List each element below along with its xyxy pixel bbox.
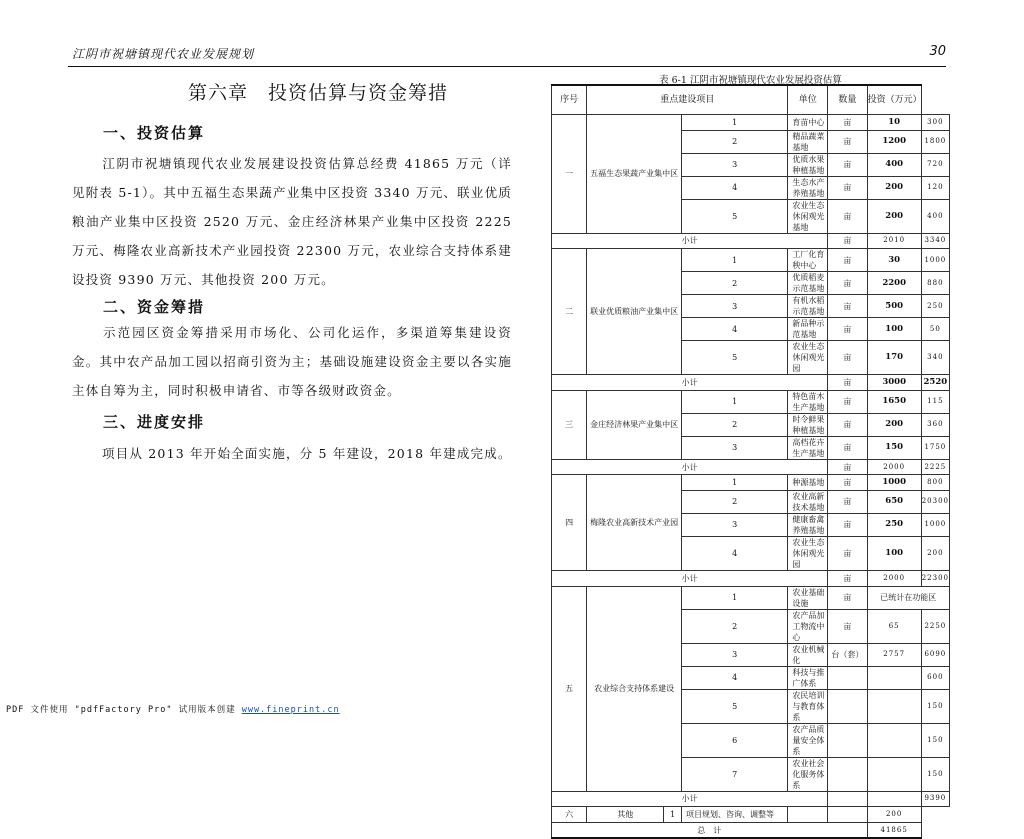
row-investment: 1000 xyxy=(921,249,949,272)
table-row xyxy=(552,249,950,272)
row-number: 1 xyxy=(682,115,788,131)
row-number: 2 xyxy=(682,272,788,295)
row-unit: 亩 xyxy=(828,115,867,131)
row-investment: 360 xyxy=(921,413,949,436)
footer-link[interactable]: www.fineprint.cn xyxy=(241,705,340,715)
row-number: 1 xyxy=(682,390,788,413)
row-investment: 720 xyxy=(921,153,949,176)
header-rule xyxy=(68,66,946,67)
row-investment: 880 xyxy=(921,272,949,295)
group-name: 五福生态果蔬产业集中区 xyxy=(587,115,682,234)
subtotal-unit: 亩 xyxy=(828,459,867,475)
row-project-name: 农业生态休闲观光园 xyxy=(788,341,828,375)
subtotal-investment: 9390 xyxy=(921,791,949,807)
section-text-schedule: 项目从 2013 年开始全面实施，分 5 年建设，2018 年建成完成。 xyxy=(102,446,512,461)
row-project-name: 农产品质量安全体系 xyxy=(788,723,828,757)
subtotal-label: 小计 xyxy=(552,459,828,475)
row-unit: 亩 xyxy=(828,295,867,318)
section-heading-schedule: 三、进度安排 xyxy=(103,413,206,431)
row-unit: 亩 xyxy=(828,199,867,233)
row-number: 2 xyxy=(682,490,788,513)
row-unit: 亩 xyxy=(828,130,867,153)
row-quantity: 650 xyxy=(867,490,921,513)
row-unit xyxy=(828,723,867,757)
row-project-name: 生态水产养殖基地 xyxy=(788,176,828,199)
row-investment: 800 xyxy=(921,475,949,491)
other-unit xyxy=(788,807,828,823)
subtotal-quantity xyxy=(867,791,921,807)
row-investment: 50 xyxy=(921,318,949,341)
row-investment: 250 xyxy=(921,295,949,318)
row-number: 4 xyxy=(682,318,788,341)
row-quantity xyxy=(867,689,921,723)
row-project-name: 农业机械化 xyxy=(788,643,828,666)
row-unit xyxy=(828,689,867,723)
row-number: 3 xyxy=(682,436,788,459)
table-row xyxy=(552,390,950,413)
row-number: 1 xyxy=(682,586,788,609)
row-unit: 亩 xyxy=(828,536,867,570)
row-project-name: 农民培训与教育体系 xyxy=(788,689,828,723)
row-quantity: 250 xyxy=(867,513,921,536)
row-unit: 亩 xyxy=(828,586,867,609)
section-text-funding: 示范园区资金筹措采用市场化、公司化运作，多渠道筹集建设资金。其中农产品加工园以招商引资为主；基础设施建设资金主要以各实施主体自筹为主，同时积极申请省、市等各级财政资金。 xyxy=(72,325,512,398)
table-caption: 表 6-1 江阴市祝塘镇现代农业发展投资估算 xyxy=(659,75,842,86)
pdf-footer: PDF 文件使用 "pdfFactory Pro" 试用版本创建 www.fineprint.cn xyxy=(6,705,340,715)
row-investment: 150 xyxy=(921,723,949,757)
row-project-name: 时令鲜果种植基地 xyxy=(788,413,828,436)
row-project-name: 高档花卉生产基地 xyxy=(788,436,828,459)
row-number: 3 xyxy=(682,295,788,318)
row-unit: 亩 xyxy=(828,413,867,436)
other-investment: 200 xyxy=(867,807,921,823)
row-unit: 台（套） xyxy=(828,643,867,666)
row-project-name: 有机水稻示范基地 xyxy=(788,295,828,318)
row-investment: 6090 xyxy=(921,643,949,666)
row-investment: 150 xyxy=(921,757,949,791)
row-unit: 亩 xyxy=(828,490,867,513)
subtotal-quantity: 2000 xyxy=(867,459,921,475)
row-number: 1 xyxy=(682,249,788,272)
row-quantity: 200 xyxy=(867,176,921,199)
row-investment: 1000 xyxy=(921,513,949,536)
row-quantity xyxy=(867,757,921,791)
table-row xyxy=(552,475,950,491)
row-quantity: 2757 xyxy=(867,643,921,666)
row-quantity: 200 xyxy=(867,413,921,436)
row-number: 7 xyxy=(682,757,788,791)
row-number: 5 xyxy=(682,199,788,233)
group-seq: 一 xyxy=(552,115,587,234)
subtotal-label: 小计 xyxy=(552,570,828,586)
row-quantity: 30 xyxy=(867,249,921,272)
row-project-name: 精品蔬菜基地 xyxy=(788,130,828,153)
row-quantity: 2200 xyxy=(867,272,921,295)
header-unit: 单位 xyxy=(788,85,828,115)
subtotal-quantity: 2000 xyxy=(867,570,921,586)
row-number: 6 xyxy=(682,723,788,757)
row-unit: 亩 xyxy=(828,249,867,272)
row-investment: 120 xyxy=(921,176,949,199)
row-project-name: 种源基地 xyxy=(788,475,828,491)
row-investment: 1750 xyxy=(921,436,949,459)
subtotal-row xyxy=(552,233,950,249)
group-seq: 五 xyxy=(552,586,587,791)
row-project-name: 健康畜禽养殖基地 xyxy=(788,513,828,536)
row-number: 4 xyxy=(682,666,788,689)
row-project-name: 农业高新技术基地 xyxy=(788,490,828,513)
row-number: 3 xyxy=(682,153,788,176)
row-number: 2 xyxy=(682,130,788,153)
header-item: 重点建设项目 xyxy=(587,85,788,115)
subtotal-unit: 亩 xyxy=(828,375,867,391)
row-number: 3 xyxy=(682,513,788,536)
row-investment: 1800 xyxy=(921,130,949,153)
subtotal-row xyxy=(552,375,950,391)
row-project-name: 农产品加工物流中心 xyxy=(788,609,828,643)
row-quantity: 1200 xyxy=(867,130,921,153)
subtotal-row xyxy=(552,791,950,807)
row-project-name: 新品种示范基地 xyxy=(788,318,828,341)
total-investment: 41865 xyxy=(867,822,921,838)
row-unit: 亩 xyxy=(828,513,867,536)
subtotal-quantity: 2010 xyxy=(867,233,921,249)
table-header-row xyxy=(552,85,950,115)
row-quantity: 150 xyxy=(867,436,921,459)
row-quantity: 1000 xyxy=(867,475,921,491)
row-number: 3 xyxy=(682,643,788,666)
group-seq: 四 xyxy=(552,475,587,571)
group-name: 联业优质粮油产业集中区 xyxy=(587,249,682,375)
row-investment: 115 xyxy=(921,390,949,413)
row-number: 5 xyxy=(682,689,788,723)
subtotal-unit: 亩 xyxy=(828,233,867,249)
row-number: 4 xyxy=(682,176,788,199)
row-investment: 400 xyxy=(921,199,949,233)
row-project-name: 农业社会化服务体系 xyxy=(788,757,828,791)
row-quantity xyxy=(867,723,921,757)
row-quantity: 500 xyxy=(867,295,921,318)
group-seq: 二 xyxy=(552,249,587,375)
row-unit: 亩 xyxy=(828,318,867,341)
group-name: 金庄经济林果产业集中区 xyxy=(587,390,682,459)
row-investment: 340 xyxy=(921,341,949,375)
row-unit: 亩 xyxy=(828,272,867,295)
other-row xyxy=(552,807,950,823)
other-number: 1 xyxy=(664,807,682,823)
subtotal-label: 小计 xyxy=(552,375,828,391)
group-seq: 三 xyxy=(552,390,587,459)
row-unit: 亩 xyxy=(828,153,867,176)
row-investment: 2250 xyxy=(921,609,949,643)
other-item: 项目规划、咨询、调整等 xyxy=(682,807,788,823)
row-quantity: 100 xyxy=(867,318,921,341)
row-investment: 600 xyxy=(921,666,949,689)
row-quantity: 100 xyxy=(867,536,921,570)
row-quantity: 200 xyxy=(867,199,921,233)
table-row xyxy=(552,115,950,131)
row-investment: 20300 xyxy=(921,490,949,513)
table-row xyxy=(552,586,950,609)
row-quantity: 400 xyxy=(867,153,921,176)
row-number: 2 xyxy=(682,413,788,436)
row-number: 4 xyxy=(682,536,788,570)
subtotal-label: 小计 xyxy=(552,233,828,249)
row-quantity: 10 xyxy=(867,115,921,131)
row-quantity: 1650 xyxy=(867,390,921,413)
subtotal-investment: 22300 xyxy=(921,570,949,586)
row-project-name: 特色苗木生产基地 xyxy=(788,390,828,413)
row-quantity: 65 xyxy=(867,609,921,643)
investment-table xyxy=(551,84,950,839)
subtotal-unit: 亩 xyxy=(828,570,867,586)
running-header-title: 江阴市祝塘镇现代农业发展规划 xyxy=(72,47,255,61)
group-name: 农业综合支持体系建设 xyxy=(587,586,682,791)
row-investment: 150 xyxy=(921,689,949,723)
row-unit xyxy=(828,666,867,689)
row-unit: 亩 xyxy=(828,436,867,459)
row-number: 2 xyxy=(682,609,788,643)
subtotal-row xyxy=(552,459,950,475)
section-heading-funding: 二、资金筹措 xyxy=(103,298,206,316)
row-unit: 亩 xyxy=(828,475,867,491)
row-number: 5 xyxy=(682,341,788,375)
header-qty: 数量 xyxy=(828,85,867,115)
row-project-name: 科技与推广体系 xyxy=(788,666,828,689)
page-number: 30 xyxy=(929,44,946,59)
row-unit: 亩 xyxy=(828,176,867,199)
row-project-name: 工厂化育秧中心 xyxy=(788,249,828,272)
header-investment: 投资（万元） xyxy=(867,85,921,115)
total-row xyxy=(552,822,950,838)
subtotal-label: 小计 xyxy=(552,791,828,807)
subtotal-row xyxy=(552,570,950,586)
row-project-name: 农业生态休闲观光基地 xyxy=(788,199,828,233)
header-seq: 序号 xyxy=(552,85,587,115)
row-project-name: 优质稻麦示范基地 xyxy=(788,272,828,295)
row-project-name: 农业基础设施 xyxy=(788,586,828,609)
subtotal-investment: 3340 xyxy=(921,233,949,249)
row-quantity: 170 xyxy=(867,341,921,375)
row-unit: 亩 xyxy=(828,390,867,413)
subtotal-investment: 2520 xyxy=(921,375,949,391)
row-quantity xyxy=(867,666,921,689)
row-unit: 亩 xyxy=(828,609,867,643)
row-unit xyxy=(828,757,867,791)
total-label: 总 计 xyxy=(552,822,868,838)
group-name: 梅隆农业高新技术产业园 xyxy=(587,475,682,571)
row-investment: 300 xyxy=(921,115,949,131)
row-project-name: 育苗中心 xyxy=(788,115,828,131)
other-seq: 六 xyxy=(552,807,587,823)
row-project-name: 农业生态休闲观光园 xyxy=(788,536,828,570)
section-heading-investment: 一、投资估算 xyxy=(103,124,206,142)
row-project-name: 优质水果种植基地 xyxy=(788,153,828,176)
row-number: 1 xyxy=(682,475,788,491)
row-unit: 亩 xyxy=(828,341,867,375)
subtotal-unit xyxy=(828,791,867,807)
subtotal-quantity: 3000 xyxy=(867,375,921,391)
other-quantity xyxy=(828,807,867,823)
subtotal-investment: 2225 xyxy=(921,459,949,475)
row-investment: 200 xyxy=(921,536,949,570)
section-text-investment: 江阴市祝塘镇现代农业发展建设投资估算总经费 41865 万元（详见附表 5-1）。其中五福生态果蔬产业集中区投资 3340 万元、联业优质粮油产业集中区投资 2520 万元、金庄经济林果产业集中区投资 2225 万元、梅隆农业高新技术产业园投资 22300 万元，农业综合支持体系建设投资 9390 万元、其他投资 200 万元。 xyxy=(72,156,512,287)
row-merged-note: 已统计在功能区 xyxy=(867,586,949,609)
chapter-title: 第六章 投资估算与资金筹措 xyxy=(188,82,449,104)
other-name: 其他 xyxy=(587,807,664,823)
